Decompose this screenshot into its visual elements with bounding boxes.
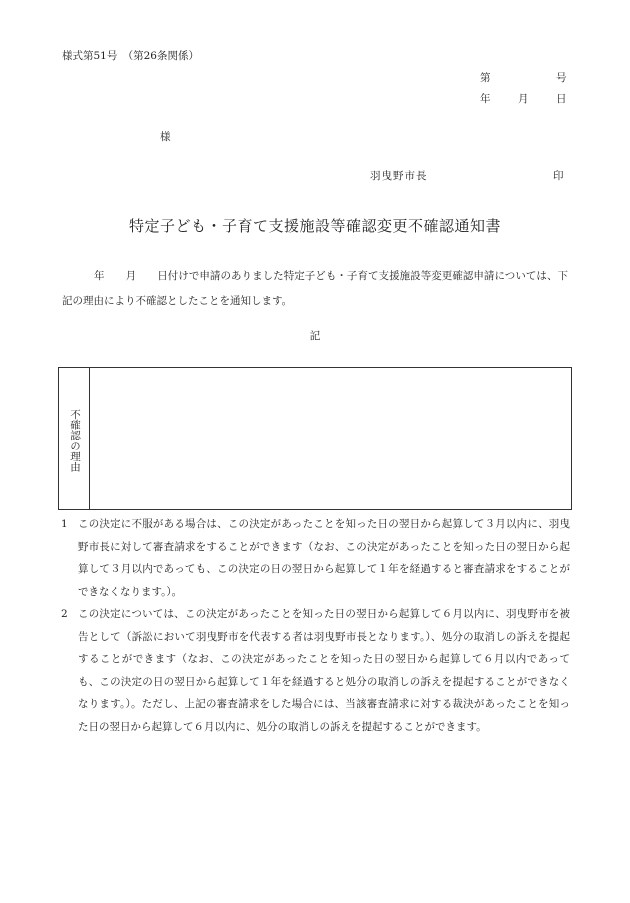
issuer-name: 羽曳野市長: [370, 170, 428, 182]
document-number-prefix: 第: [480, 72, 491, 84]
addressee-suffix: 様: [160, 131, 171, 143]
notification-body: 年 月 日付けで申請のありました特定子ども・子育て支援施設等変更確認申請については、下記の理由により不確認としたことを通知します。: [62, 270, 568, 307]
date-month: 月: [518, 93, 529, 105]
note-item: [58, 603, 570, 738]
date-day: 日: [556, 93, 567, 105]
document-number-suffix: 号: [556, 72, 567, 84]
date-year: 年: [480, 93, 491, 105]
note-text: この決定については、この決定があったことを知った日の翌日から起算して６月以内に、羽曳野市を被告として（訴訟において羽曳野市を代表する者は羽曳野市長となります。）、処分の取消しの訴えを提起することができます（なお、この決定があったことを知った日の翌日から起算して６月以内であっても、この決定の日の翌日から起算して１年を経過すると処分の取消しの訴えを提起することができなくなります。）。ただし、上記の審査請求をした場合には、当該審査請求に対する裁決があったことを知った日の翌日から起算して６月以内に、処分の取消しの訴えを提起することができます。: [78, 608, 570, 733]
form-number: 様式第51号 （第26条関係）: [62, 50, 199, 62]
note-item: [58, 513, 570, 603]
note-text: この決定に不服がある場合は、この決定があったことを知った日の翌日から起算して３月以内に、羽曳野市長に対して審査請求をすることができます（なお、この決定があったことを知った日の翌日から起算して３月以内であっても、この決定の日の翌日から起算して１年を経過すると審査請求をすることができなくなります。）。: [78, 518, 570, 598]
document-title: 特定子ども・子育て支援施設等確認変更不確認通知書: [128, 217, 501, 235]
document-number: [478, 70, 568, 84]
note-number: 2: [61, 608, 68, 620]
reason-label-cell: [59, 368, 90, 509]
reason-label: 不確認の理由: [69, 408, 81, 472]
reason-table: [58, 367, 572, 510]
seal-mark: 印: [553, 170, 564, 182]
notes-list: [58, 513, 570, 738]
reason-value-field: [90, 368, 571, 509]
note-number: 1: [61, 518, 68, 530]
issue-date: [478, 91, 568, 105]
ki-heading: 記: [309, 330, 321, 342]
